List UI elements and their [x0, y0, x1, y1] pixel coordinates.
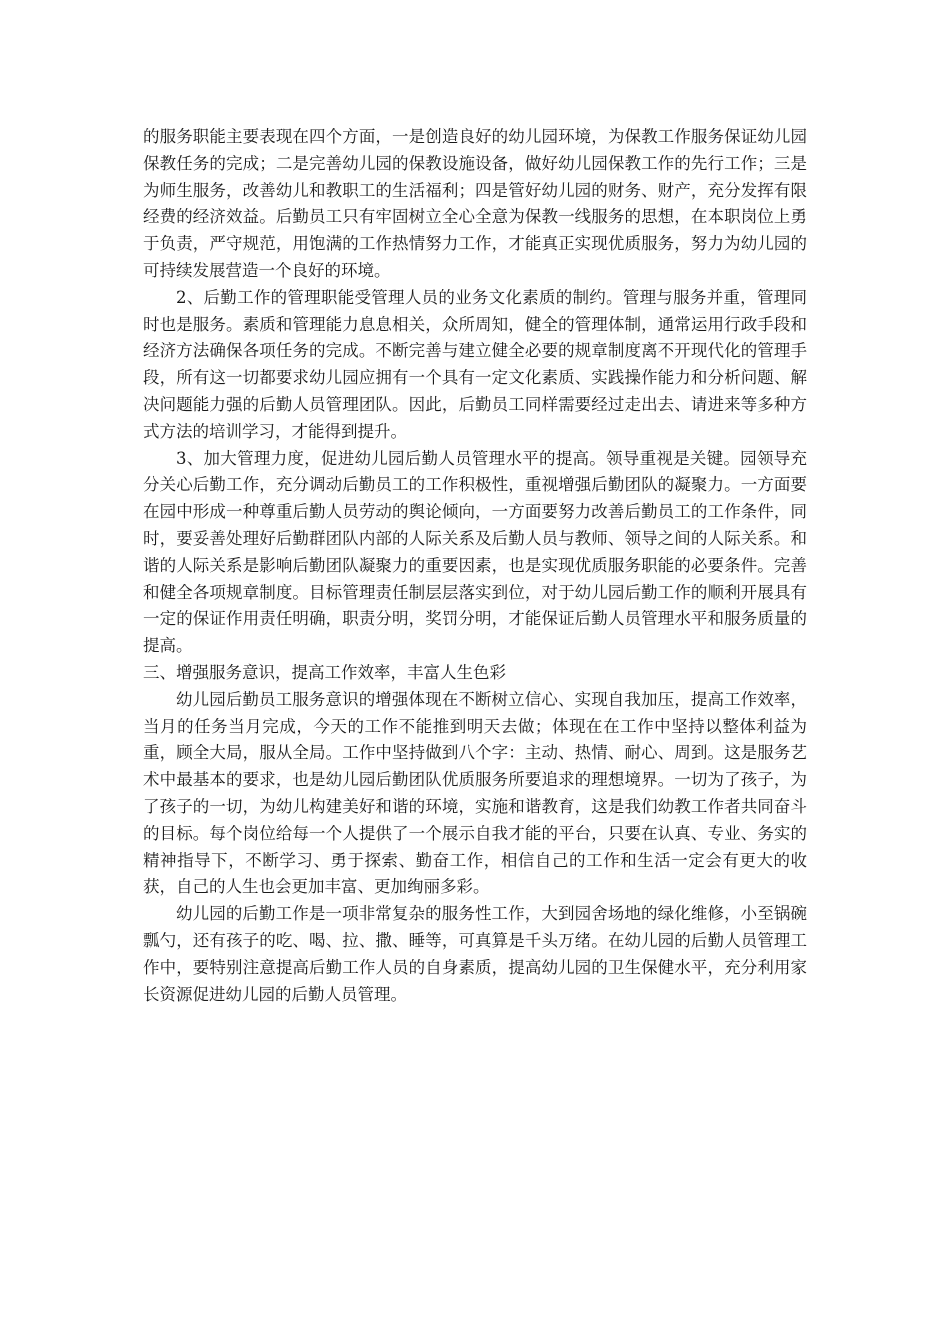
paragraph-management-functions: 2、后勤工作的管理职能受管理人员的业务文化素质的制约。管理与服务并重，管理同时也是服务。素质和管理能力息息相关，众所周知，健全的管理体制，通常运用行政手段和经济方法确保各项任务的完成。不断完善与建立健全必要的规章制度离不开现代化的管理手段，所有这一切都要求幼儿园应拥有一个具有一定文化素质、实践操作能力和分析问题、解决问题能力强的后勤人员管理团队。因此，后勤员工同样需要经过走出去、请进来等多种方式方法的培训学习，才能得到提升。: [143, 287, 807, 441]
paragraph-strengthen-management: 3、加大管理力度，促进幼儿园后勤人员管理水平的提高。领导重视是关键。园领导充分关心后勤工作，充分调动后勤员工的工作积极性，重视增强后勤团队的凝聚力。一方面要在园中形成一种尊重后勤人员劳动的舆论倾向，一方面要努力改善后勤员工的工作条件，同时，要妥善处理好后勤群团队内部的人际关系及后勤人员与教师、领导之间的人际关系。和谐的人际关系是影响后勤团队凝聚力的重要因素，也是实现优质服务职能的必要条件。完善和健全各项规章制度。目标管理责任制层层落实到位，对于幼儿园后勤工作的顺利开展具有一定的保证作用责任明确，职责分明，奖罚分明，才能保证后勤人员管理水平和服务质量的提高。: [143, 448, 807, 656]
paragraph-service-awareness: 幼儿园后勤员工服务意识的增强体现在不断树立信心、实现自我加压，提高工作效率，当月的任务当月完成，今天的工作不能推到明天去做；体现在在工作中坚持以整体利益为重，顾全大局，服从全局。工作中坚持做到八个字：主动、热情、耐心、周到。这是服务艺术中最基本的要求，也是幼儿园后勤团队优质服务所要追求的理想境界。一切为了孩子，为了孩子的一切，为幼儿构建美好和谐的环境，实施和谐教育，这是我们幼教工作者共同奋斗的目标。每个岗位给每一个人提供了一个展示自我才能的平台，只要在认真、专业、务实的精神指导下，不断学习、勇于探索、勤奋工作，相信自己的工作和生活一定会有更大的收获，自己的人生也会更加丰富、更加绚丽多彩。: [143, 689, 807, 897]
paragraph-conclusion: 幼儿园的后勤工作是一项非常复杂的服务性工作，大到园舍场地的绿化维修，小至锅碗瓢勺，还有孩子的吃、喝、拉、撒、睡等，可真算是千头万绪。在幼儿园的后勤人员管理工作中，要特别注意提高后勤工作人员的自身素质，提高幼儿园的卫生保健水平，充分利用家长资源促进幼儿园的后勤人员管理。: [143, 904, 807, 1004]
document-page: [143, 124, 807, 1008]
section-heading-three: 三、增强服务意识，提高工作效率，丰富人生色彩: [143, 662, 506, 682]
paragraph-service-functions: 的服务职能主要表现在四个方面，一是创造良好的幼儿园环境，为保教工作服务保证幼儿园保教任务的完成；二是完善幼儿园的保教设施设备，做好幼儿园保教工作的先行工作；三是为师生服务，改善幼儿和教职工的生活福利；四是管好幼儿园的财务、财产，充分发挥有限经费的经济效益。后勤员工只有牢固树立全心全意为保教一线服务的思想，在本职岗位上勇于负责，严守规范，用饱满的工作热情努力工作，才能真正实现优质服务，努力为幼儿园的可持续发展营造一个良好的环境。: [143, 127, 807, 280]
